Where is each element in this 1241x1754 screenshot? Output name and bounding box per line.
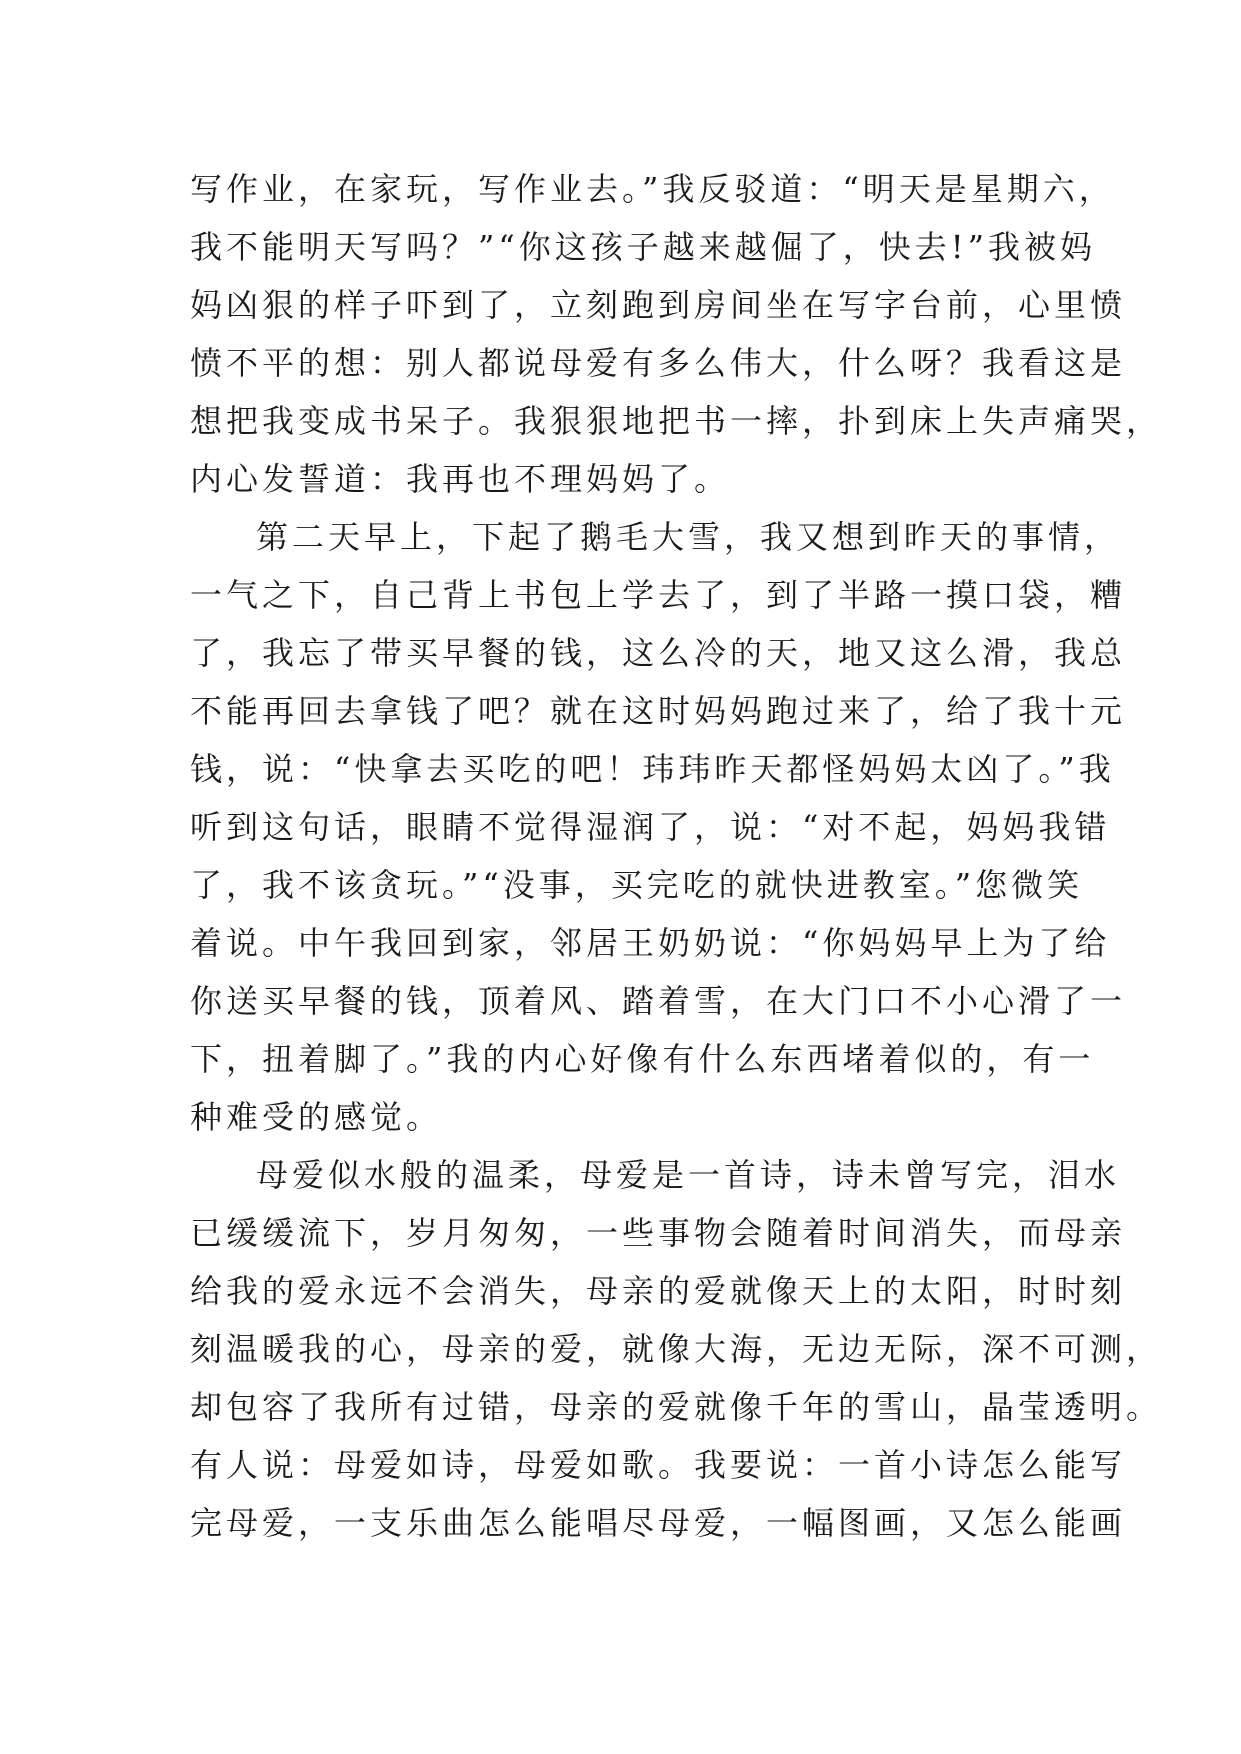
text-line: 一气之下，自己背上书包上学去了，到了半路一摸口袋，糟 [190, 576, 1127, 614]
text-line: 听到这句话，眼睛不觉得湿润了，说：“对不起，妈妈我错 [190, 808, 1111, 846]
text-line: 了，我不该贪玩。”“没事，买完吃的就快进教室。”您微笑 [190, 866, 1084, 904]
text-line: 刻温暖我的心，母亲的爱，就像大海，无边无际，深不可测， [190, 1330, 1163, 1368]
text-line: 下，扭着脚了。”我的内心好像有什么东西堵着似的，有一 [190, 1040, 1095, 1078]
text-line: 不能再回去拿钱了吧？就在这时妈妈跑过来了，给了我十元 [190, 692, 1127, 730]
text-line: 给我的爱永远不会消失，母亲的爱就像天上的太阳，时时刻 [190, 1272, 1127, 1310]
text-line: 第二天早上，下起了鹅毛大雪，我又想到昨天的事情， [256, 518, 1121, 556]
text-line: 已缓缓流下，岁月匆匆，一些事物会随着时间消失，而母亲 [190, 1214, 1127, 1252]
text-line: 钱，说：“快拿去买吃的吧！玮玮昨天都怪妈妈太凶了。”我 [190, 750, 1115, 788]
paragraph [190, 1146, 1163, 1552]
text-line: 你送买早餐的钱，顶着风、踏着雪，在大门口不小心滑了一 [190, 982, 1127, 1020]
text-line: 了，我忘了带买早餐的钱，这么冷的天，地又这么滑，我总 [190, 634, 1127, 672]
text-line: 却包容了我所有过错，母亲的爱就像千年的雪山，晶莹透明。 [190, 1388, 1163, 1426]
paragraph [190, 160, 1163, 508]
document-body [190, 160, 1163, 1552]
text-line: 着说。中午我回到家，邻居王奶奶说：“你妈妈早上为了给 [190, 924, 1111, 962]
text-line: 有人说：母爱如诗，母爱如歌。我要说：一首小诗怎么能写 [190, 1446, 1127, 1484]
text-line: 内心发誓道：我再也不理妈妈了。 [190, 460, 731, 498]
text-line: 妈凶狠的样子吓到了，立刻跑到房间坐在写字台前，心里愤 [190, 286, 1127, 324]
text-line: 愤不平的想：别人都说母爱有多么伟大，什么呀？我看这是 [190, 344, 1127, 382]
text-line: 想把我变成书呆子。我狠狠地把书一摔，扑到床上失声痛哭， [190, 402, 1163, 440]
text-line: 完母爱，一支乐曲怎么能唱尽母爱，一幅图画，又怎么能画 [190, 1504, 1127, 1542]
text-line: 我不能明天写吗？”“你这孩子越来越倔了，快去!”我被妈 [190, 228, 1096, 266]
text-line: 母爱似水般的温柔，母爱是一首诗，诗未曾写完，泪水 [256, 1156, 1121, 1194]
paragraph [190, 508, 1127, 1146]
text-line: 种难受的感觉。 [190, 1098, 443, 1136]
text-line: 写作业，在家玩，写作业去。”我反驳道：“明天是星期六， [190, 170, 1115, 208]
